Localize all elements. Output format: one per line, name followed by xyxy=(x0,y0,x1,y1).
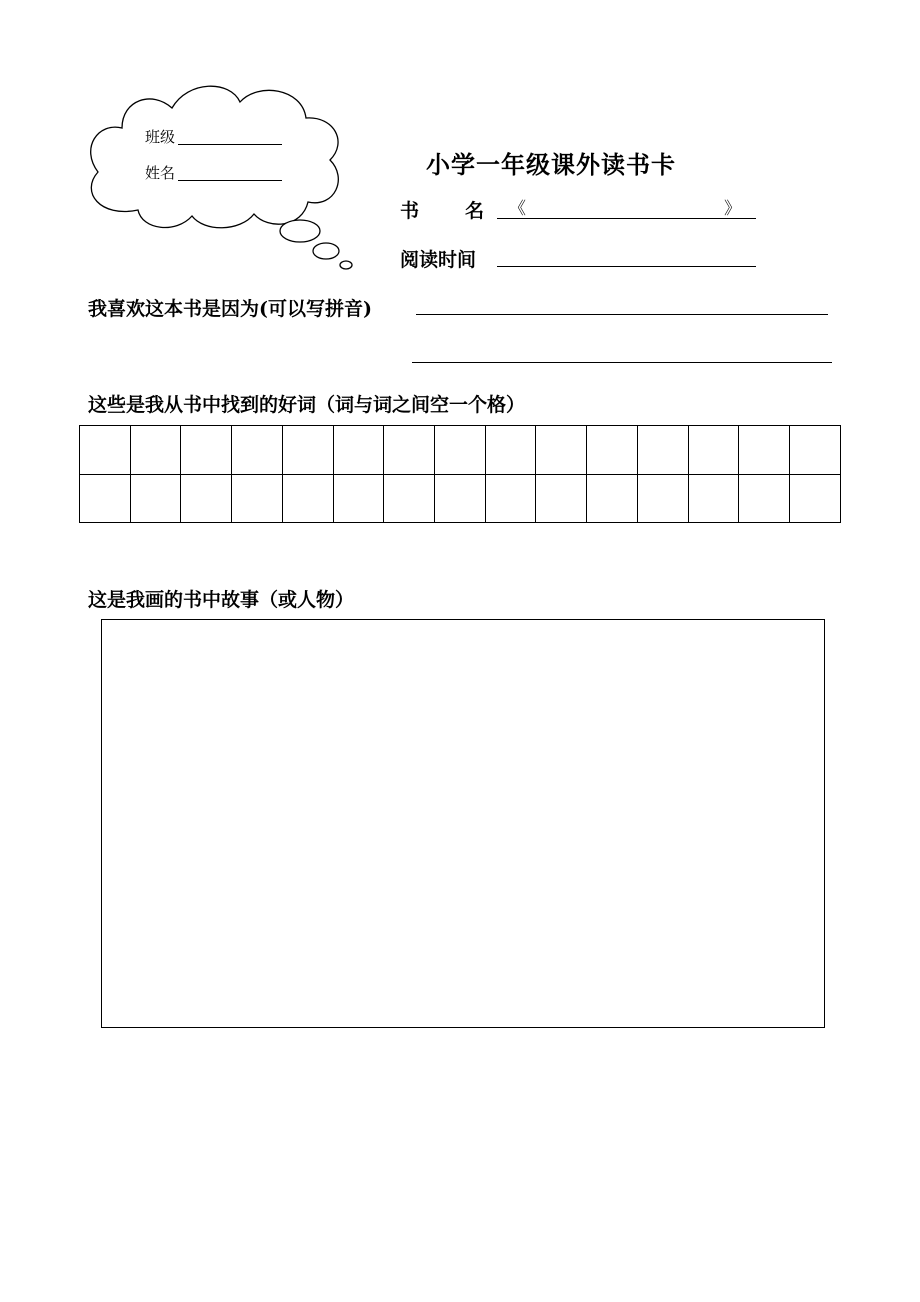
student-name-field[interactable] xyxy=(178,180,282,181)
word-grid-row xyxy=(80,474,841,523)
word-cell[interactable] xyxy=(130,426,181,475)
word-cell[interactable] xyxy=(790,474,841,523)
word-cell[interactable] xyxy=(485,474,536,523)
word-cell[interactable] xyxy=(637,426,688,475)
book-name-label-char2: 名 xyxy=(465,200,485,222)
word-cell[interactable] xyxy=(587,426,638,475)
good-words-grid xyxy=(79,425,841,523)
good-words-label: 这些是我从书中找到的好词（词与词之间空一个格） xyxy=(88,394,526,416)
book-close-bracket: 》 xyxy=(724,199,741,219)
word-cell[interactable] xyxy=(536,426,587,475)
thought-cloud xyxy=(80,80,370,275)
reading-time-label: 阅读时间 xyxy=(400,249,477,271)
word-grid-row xyxy=(80,426,841,475)
word-cell[interactable] xyxy=(232,474,283,523)
word-cell[interactable] xyxy=(384,474,435,523)
word-cell[interactable] xyxy=(282,426,333,475)
word-cell[interactable] xyxy=(485,426,536,475)
student-name-label: 姓名 xyxy=(145,164,176,182)
drawing-label: 这是我画的书中故事（或人物） xyxy=(88,589,355,611)
page-title: 小学一年级课外读书卡 xyxy=(426,150,676,179)
word-cell[interactable] xyxy=(688,474,739,523)
word-cell[interactable] xyxy=(790,426,841,475)
word-cell[interactable] xyxy=(688,426,739,475)
word-cell[interactable] xyxy=(739,474,790,523)
word-cell[interactable] xyxy=(435,426,486,475)
drawing-area[interactable] xyxy=(101,619,825,1028)
word-cell[interactable] xyxy=(435,474,486,523)
word-cell[interactable] xyxy=(333,426,384,475)
reason-label: 我喜欢这本书是因为(可以写拼音) xyxy=(88,298,372,320)
reason-line-2[interactable] xyxy=(412,362,832,363)
word-cell[interactable] xyxy=(637,474,688,523)
word-cell[interactable] xyxy=(130,474,181,523)
word-cell[interactable] xyxy=(333,474,384,523)
book-name-field[interactable] xyxy=(497,218,756,219)
word-cell[interactable] xyxy=(282,474,333,523)
word-cell[interactable] xyxy=(181,426,232,475)
book-name-label-char1: 书 xyxy=(400,200,420,222)
word-cell[interactable] xyxy=(80,474,131,523)
word-cell[interactable] xyxy=(587,474,638,523)
book-open-bracket: 《 xyxy=(509,199,526,219)
word-cell[interactable] xyxy=(232,426,283,475)
reason-line-1[interactable] xyxy=(416,314,828,315)
word-cell[interactable] xyxy=(739,426,790,475)
word-cell[interactable] xyxy=(80,426,131,475)
class-label: 班级 xyxy=(145,128,176,146)
word-cell[interactable] xyxy=(536,474,587,523)
class-field[interactable] xyxy=(178,144,282,145)
word-cell[interactable] xyxy=(181,474,232,523)
reading-time-field[interactable] xyxy=(497,266,756,267)
word-cell[interactable] xyxy=(384,426,435,475)
